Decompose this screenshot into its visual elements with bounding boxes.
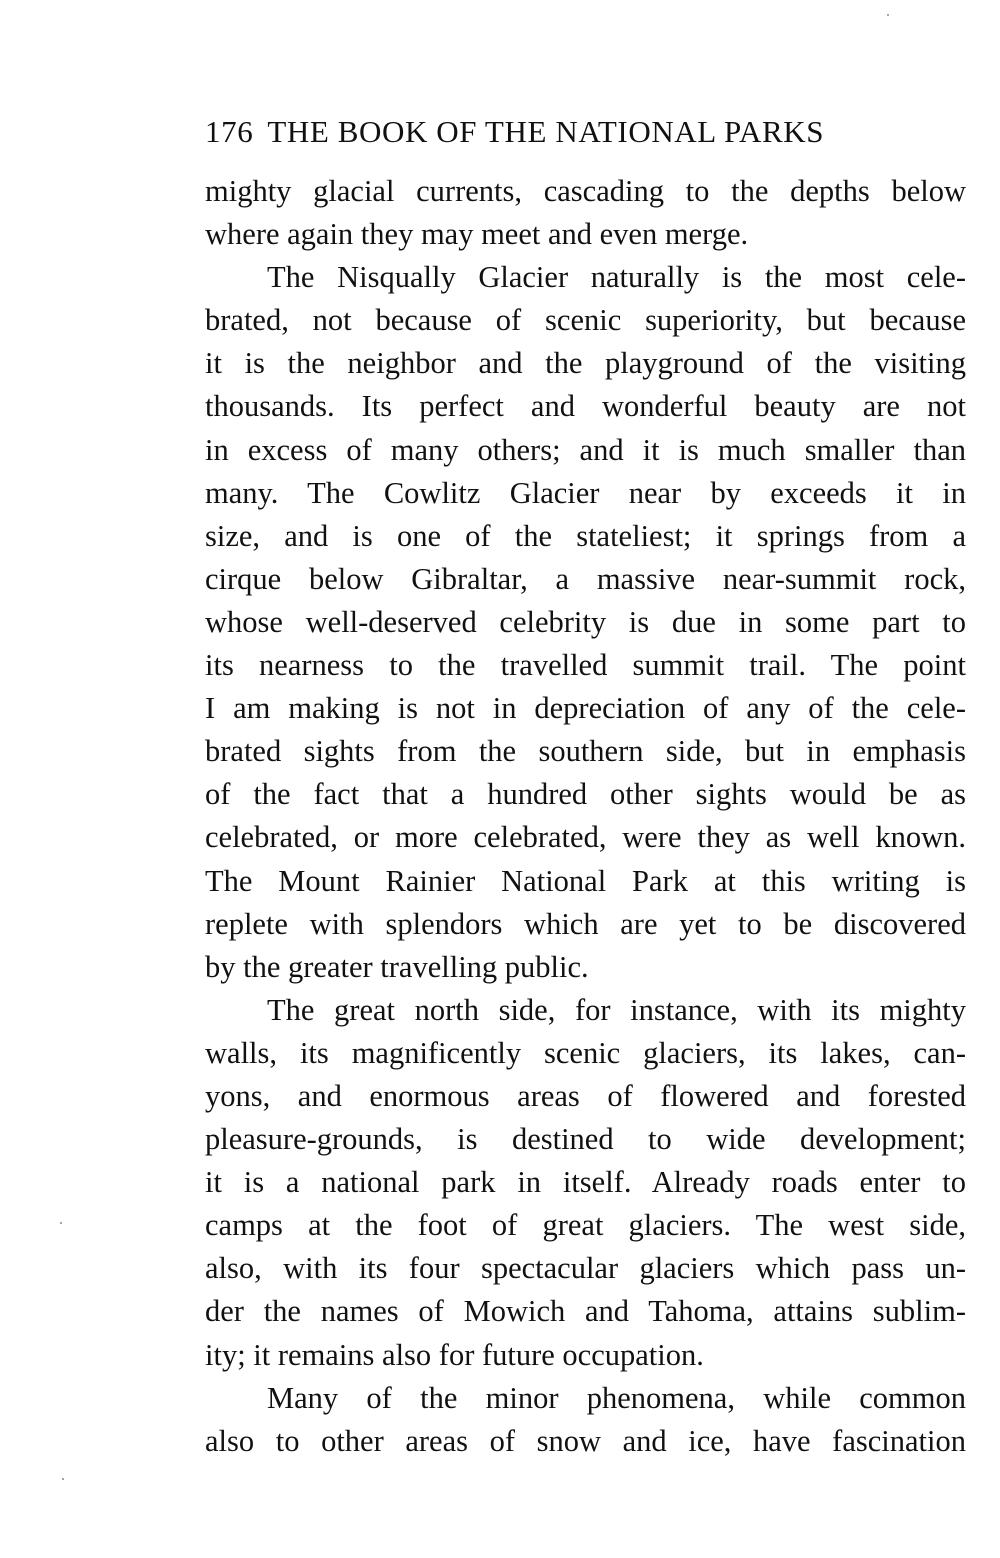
text-line: thousands. Its perfect and wonderful beauty are not — [205, 389, 966, 424]
page-number: 176 — [205, 114, 254, 149]
text-line: The Mount Rainier National Park at this writing is — [205, 863, 966, 898]
text-line: brated, not because of scenic superiority, but because — [205, 303, 966, 338]
text-line: celebrated, or more celebrated, were they as well known. — [205, 820, 966, 855]
body-text — [205, 170, 966, 1463]
text-line: in excess of many others; and it is much smaller than — [205, 432, 966, 467]
text-line: cirque below Gibraltar, a massive near-summit rock, — [205, 561, 966, 596]
running-head — [205, 112, 965, 152]
scan-speck — [62, 1478, 64, 1480]
text-line: pleasure-grounds, is destined to wide development; — [205, 1122, 966, 1157]
text-line: also to other areas of snow and ice, have fascination — [205, 1423, 966, 1458]
text-line: The Nisqually Glacier naturally is the most cele- — [267, 260, 966, 295]
paragraph — [205, 170, 966, 256]
text-line: ity; it remains also for future occupation. — [205, 1337, 704, 1372]
text-line: der the names of Mowich and Tahoma, attains sublim- — [205, 1294, 966, 1329]
text-line: where again they may meet and even merge. — [205, 217, 749, 252]
text-line: many. The Cowlitz Glacier near by exceeds it in — [205, 475, 966, 510]
text-line: walls, its magnificently scenic glaciers, its lakes, can- — [205, 1035, 966, 1070]
text-line: also, with its four spectacular glaciers which pass un- — [205, 1251, 966, 1286]
text-line: size, and is one of the stateliest; it springs from a — [205, 518, 966, 553]
running-title: THE BOOK OF THE NATIONAL PARKS — [267, 114, 825, 149]
text-line: Many of the minor phenomena, while common — [267, 1380, 966, 1415]
text-line: The great north side, for instance, with its mighty — [267, 992, 966, 1027]
text-line: of the fact that a hundred other sights would be as — [205, 777, 966, 812]
paragraph — [205, 256, 966, 989]
text-line: replete with splendors which are yet to be discovered — [205, 906, 966, 941]
text-line: camps at the foot of great glaciers. The west side, — [205, 1208, 966, 1243]
text-line: I am making is not in depreciation of any of the cele- — [205, 691, 966, 726]
paragraph — [205, 989, 966, 1377]
text-line: it is the neighbor and the playground of the visiting — [205, 346, 966, 381]
scan-speck — [60, 1222, 62, 1224]
text-line: yons, and enormous areas of flowered and forested — [205, 1078, 966, 1113]
paragraph — [205, 1377, 966, 1463]
scan-speck — [887, 14, 889, 16]
text-line: its nearness to the travelled summit trail. The point — [205, 648, 966, 683]
text-line: brated sights from the southern side, but in emphasis — [205, 734, 966, 769]
text-line: mighty glacial currents, cascading to the depths below — [205, 174, 966, 208]
text-line: it is a national park in itself. Already roads enter to — [205, 1165, 966, 1200]
text-line: by the greater travelling public. — [205, 949, 589, 984]
text-line: whose well-deserved celebrity is due in some part to — [205, 604, 966, 639]
